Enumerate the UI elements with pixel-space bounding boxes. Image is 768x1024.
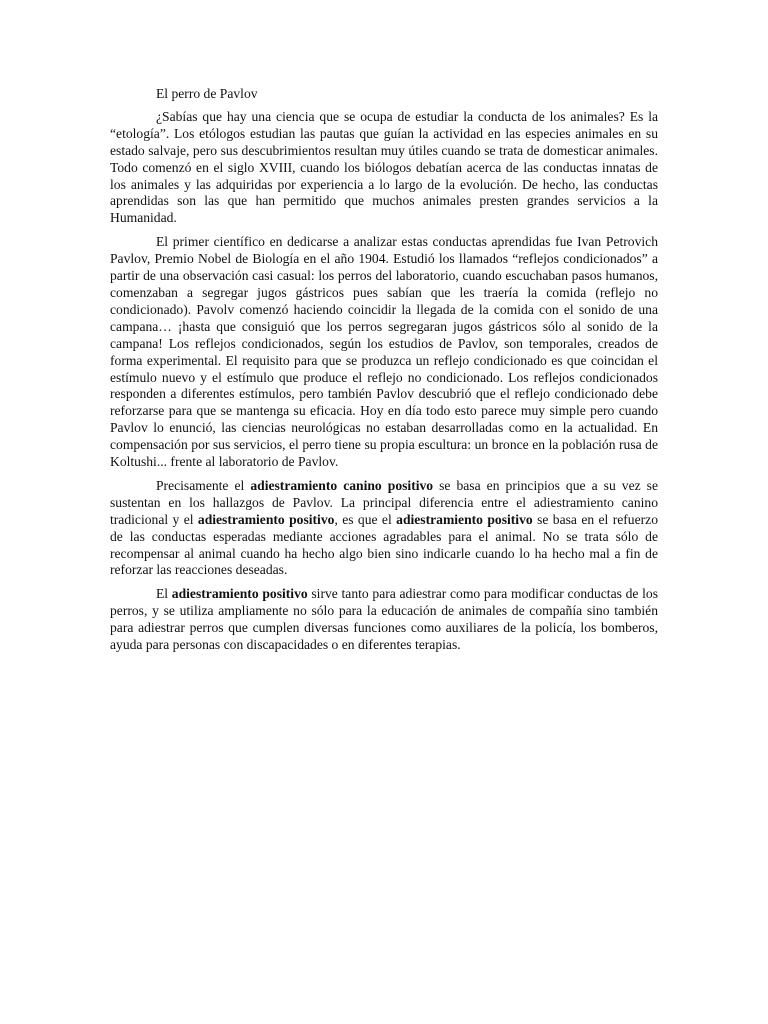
bold-term: adiestramiento positivo (171, 586, 308, 602)
paragraph-text: El primer científico en dedicarse a analizar estas conductas aprendidas fue Ivan Petrovich Pavlov, Premio Nobel de Biología en el año 1904. Estudió los llamados “reflejos condicionados” a partir de una observación casi casual: los perros del laboratorio, cuando escuchaban pasos humanos, comenzaban a segregar jugos gástricos pues sabían que les traería la comida (reflejo no condicionado). Pavolv comenzó haciendo coincidir la llegada de la comida con el sonido de una campana… ¡hasta que consiguió que los perros segregaran jugos gástricos sólo al sonido de la campana! Los reflejos condicionados, según los estudios de Pavlov, son temporales, creados de forma experimental. El requisito para que se produzca un reflejo condicionado es que coincidan el estímulo nuevo y el estímulo que produce el reflejo no condicionado. Los reflejos condicionados responden a diferentes estímulos, pero también Pavlov descubrió que el reflejo condicionado debe reforzarse para que se mantenga su eficacia. Hoy en día todo esto parece muy simple pero cuando Pavlov lo enunció, las ciencias neurológicas no estaban desarrolladas como en la actualidad. En compensación por sus servicios, el perro tiene su propia escultura: un bronce en la población rusa de Koltushi... frente al laboratorio de Pavlov. (110, 234, 658, 470)
paragraph-text: ¿Sabías que hay una ciencia que se ocupa de estudiar la conducta de los animales? Es la “etología”. Los etólogos estudian las pautas que guían la actividad en las especies animales en su estado salvaje, pero sus descubrimientos resultan muy útiles cuando se trata de domesticar animales. Todo comenzó en el siglo XVIII, cuando los biólogos debatían acerca de las conductas innatas de los animales y las adquiridas por experiencia a lo largo de la evolución. De hecho, las conductas aprendidas son las que han permitido que muchos animales presten grandes servicios a la Humanidad. (110, 108, 658, 226)
paragraph-text: se basa en el refuerzo de las conductas esperadas mediante acciones agradables para el animal. No se trata sólo de recompensar al animal cuando ha hecho algo bien sino indicarle cuando lo ha hecho mal a fin de reforzar las reacciones deseadas. (110, 511, 658, 578)
bold-term: adiestramiento canino positivo (250, 477, 434, 493)
document-page (110, 86, 658, 661)
paragraph-text: sirve tanto para adiestrar como para modificar conductas de los perros, y se utiliza ampliamente no sólo para la educación de animales de compañía sino también para adiestrar perros que cumplen diversas funciones como auxiliares de la policía, los bomberos, ayuda para personas con discapacidades o en diferentes terapias. (110, 586, 659, 653)
paragraph-4 (110, 586, 658, 654)
document-title: El perro de Pavlov (156, 86, 258, 101)
paragraph-text: El (156, 586, 172, 602)
bold-term: adiestramiento positivo (396, 511, 533, 527)
paragraph-text: , es que el (334, 511, 397, 527)
bold-term: adiestramiento positivo (197, 511, 335, 527)
paragraph-text: se basa en principios que a su vez se sustentan en los hallazgos de Pavlov. La principal diferencia entre el adiestramiento canino tradicional y el (110, 477, 658, 527)
paragraph-3 (110, 478, 658, 579)
paragraph-text: Precisamente el (156, 477, 251, 493)
paragraph-2 (110, 234, 658, 471)
paragraph-1 (110, 109, 658, 227)
